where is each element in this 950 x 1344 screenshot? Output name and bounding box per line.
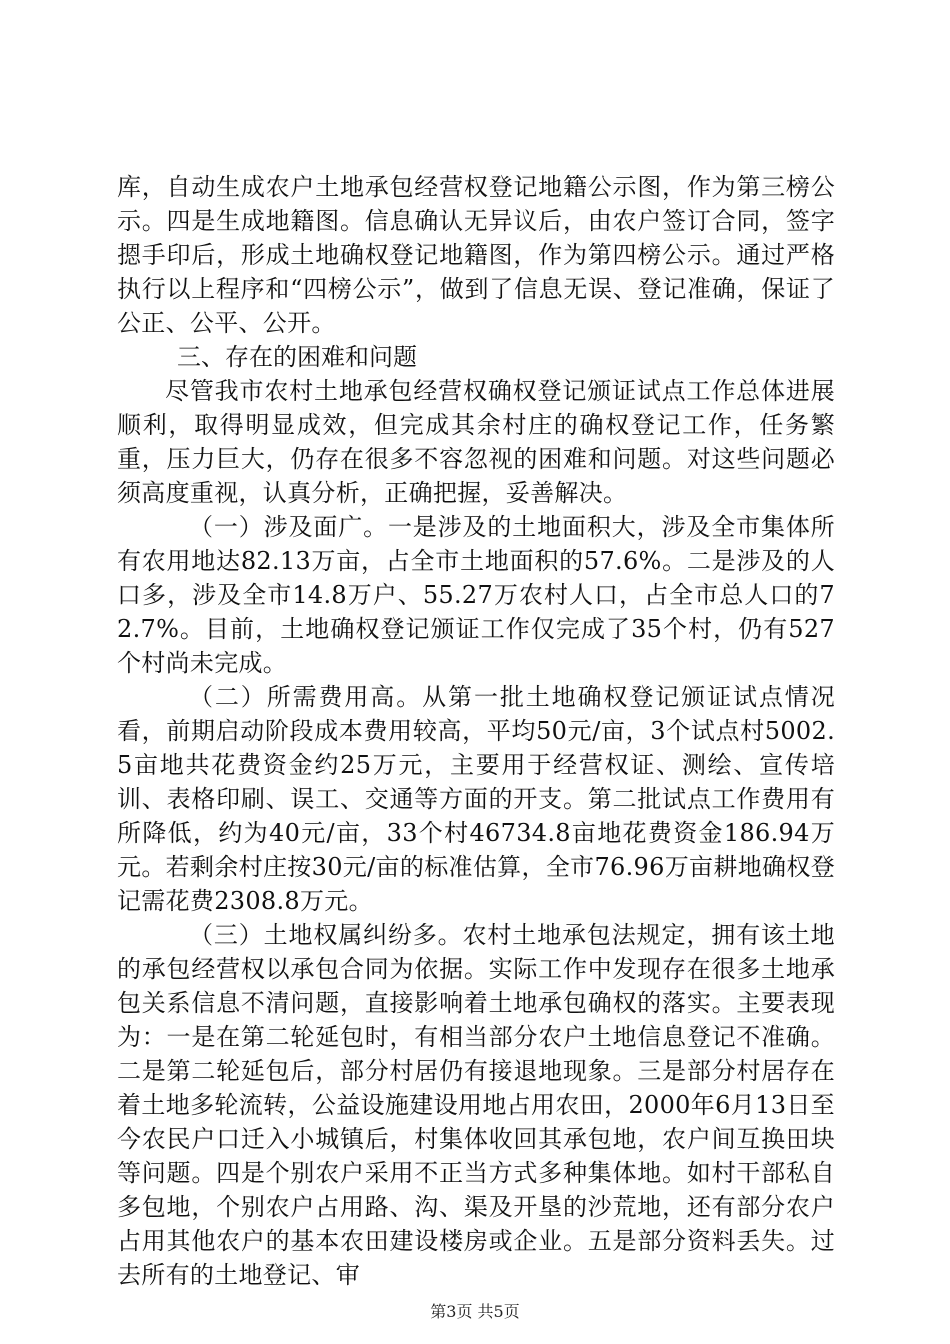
paragraph-point-2: （二）所需费用高。从第一批土地确权登记颁证试点情况看，前期启动阶段成本费用较高，平均50元/亩，3个试点村5002.5亩地共花费资金约25万元，主要用于经营权证、测绘、宣传培训、表格印刷、误工、交通等方面的开支。第二批试点工作费用有所降低，约为40元/亩，33个村46734.8亩地花费资金186.94万元。若剩余村庄按30元/亩的标准估算，全市76.96万亩耕地确权登记需花费2308.8万元。 xyxy=(117,683,835,915)
paragraph-point-3: （三）土地权属纠纷多。农村土地承包法规定，拥有该土地的承包经营权以承包合同为依据。实际工作中发现存在很多土地承包关系信息不清问题，直接影响着土地承包确权的落实。主要表现为：一是在第二轮延包时，有相当部分农户土地信息登记不准确。二是第二轮延包后，部分村居仍有接退地现象。三是部分村居存在着土地多轮流转，公益设施建设用地占用农田，2000年6月13日至今农民户口迁入小城镇后，村集体收回其承包地，农户间互换田块等问题。四是个别农户采用不正当方式多种集体地。如村干部私自多包地，个别农户占用路、沟、渠及开垦的沙荒地，还有部分农户占用其他农户的基本农田建设楼房或企业。五是部分资料丢失。过去所有的土地登记、审 xyxy=(117,921,835,1289)
paragraph-overview: 尽管我市农村土地承包经营权确权登记颁证试点工作总体进展顺利，取得明显成效，但完成其余村庄的确权登记工作，任务繁重，压力巨大，仍存在很多不容忽视的困难和问题。对这些问题必须高度重视，认真分析，正确把握，妥善解决。 xyxy=(117,377,835,507)
page-footer: 第3页 共5页 xyxy=(430,1302,520,1321)
paragraph-point-1: （一）涉及面广。一是涉及的土地面积大，涉及全市集体所有农用地达82.13万亩，占全市土地面积的57.6%。二是涉及的人口多，涉及全市14.8万户、55.27万农村人口，占全市总人口的72.7%。目前，土地确权登记颁证工作仅完成了35个村，仍有527个村尚未完成。 xyxy=(117,513,835,677)
section-heading: 三、存在的困难和问题 xyxy=(177,343,417,371)
paragraph-continuation: 库，自动生成农户土地承包经营权登记地籍公示图，作为第三榜公示。四是生成地籍图。信息确认无异议后，由农户签订合同，签字摁手印后，形成土地确权登记地籍图，作为第四榜公示。通过严格执行以上程序和“四榜公示”，做到了信息无误、登记准确，保证了公正、公平、公开。 xyxy=(117,173,835,337)
body-text xyxy=(117,170,835,1292)
